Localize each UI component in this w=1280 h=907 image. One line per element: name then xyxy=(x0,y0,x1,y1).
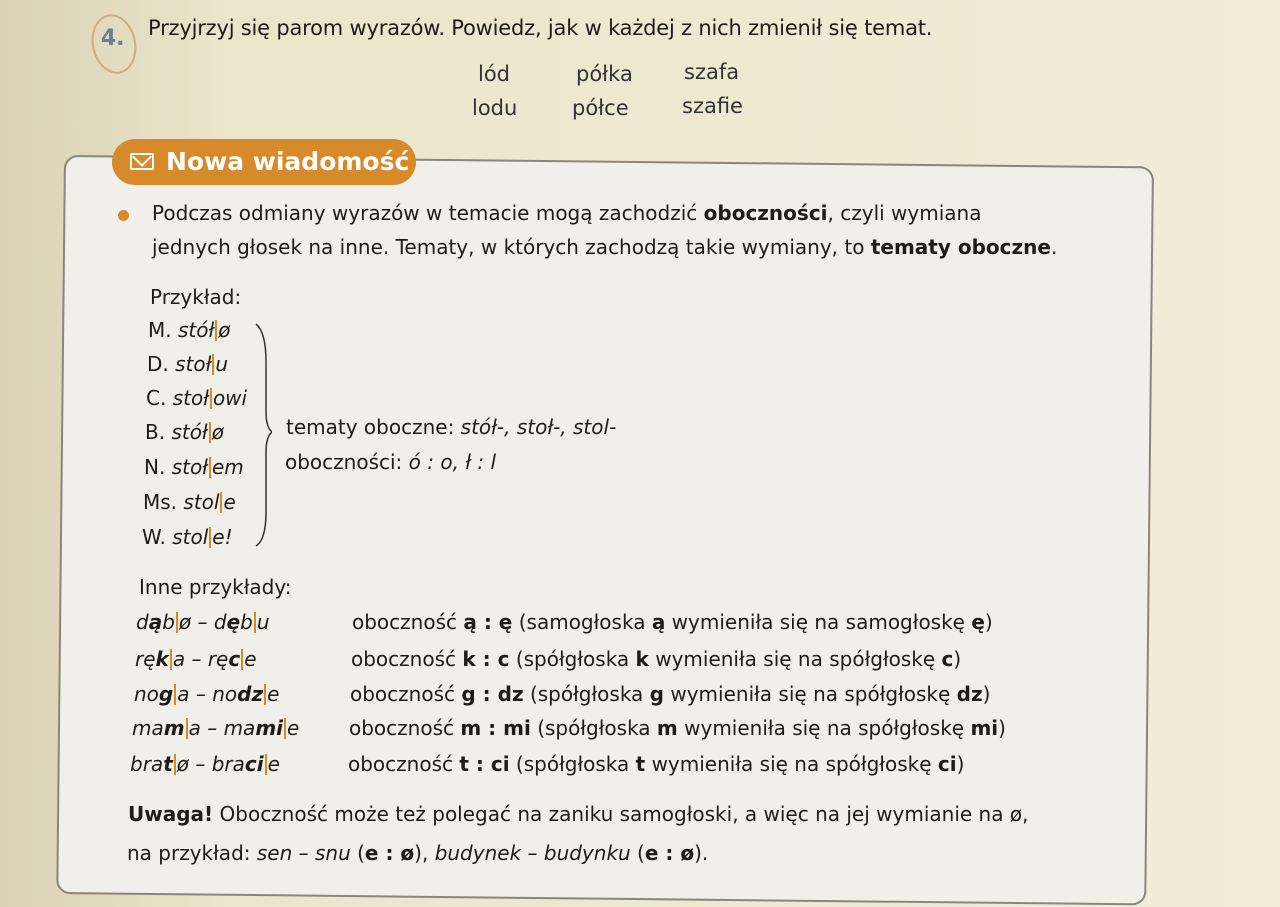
pair-bottom: szafie xyxy=(682,94,743,118)
note-line-2: na przykład: sen – snu (e : ø), budynek – budynku (e : ø). xyxy=(127,841,709,865)
envelope-icon xyxy=(130,153,154,170)
declension-row: C. stoł owi xyxy=(146,386,248,410)
declension-row: D. stoł u xyxy=(147,352,229,376)
example-explanation: oboczność ą : ę (samogłoska ą wymieniła się na samogłoskę ę) xyxy=(352,610,993,634)
example-explanation: oboczność g : dz (spółgłoska g wymieniła się na spółgłoskę dz) xyxy=(350,682,991,706)
rule-line-2: jednych głosek na inne. Tematy, w których zachodzą takie wymiany, to tematy oboczne. xyxy=(152,235,1058,259)
pair-top: szafa xyxy=(684,60,740,84)
example-words: brat ø – braci e xyxy=(130,752,280,776)
example-explanation: oboczność k : c (spółgłoska k wymieniła się na spółgłoskę c) xyxy=(351,647,962,671)
summary-alternations: oboczności: ó : o, ł : l xyxy=(285,450,497,474)
summary-stems: tematy oboczne: stół-, stoł-, stol- xyxy=(286,415,617,439)
example-words: dąb ø – dęb u xyxy=(136,610,270,634)
declension-row: W. stol e! xyxy=(142,525,233,549)
info-box-title: Nowa wiadomość xyxy=(166,147,410,176)
pair-top: półka xyxy=(576,62,633,86)
pair-top: lód xyxy=(478,62,511,86)
curly-brace xyxy=(246,322,272,548)
exercise-instruction: Przyjrzyj się parom wyrazów. Powiedz, jak w każdej z nich zmienił się temat. xyxy=(148,16,933,40)
declension-row: N. stoł em xyxy=(144,455,244,479)
pair-bottom: lodu xyxy=(472,96,518,120)
info-box-header xyxy=(112,139,416,185)
pair-bottom: półce xyxy=(572,96,629,120)
example-words: nog a – nodz e xyxy=(134,682,280,706)
declension-row: M. stół ø xyxy=(148,318,231,342)
declension-row: Ms. stol e xyxy=(143,490,236,514)
example-words: mam a – mami e xyxy=(132,716,300,740)
declension-row: B. stół ø xyxy=(145,420,224,444)
example-explanation: oboczność m : mi (spółgłoska m wymieniła się na spółgłoskę mi) xyxy=(349,716,1006,740)
exercise-number: 4. xyxy=(100,26,125,52)
other-examples-label: Inne przykłady: xyxy=(139,575,292,599)
bullet-icon xyxy=(118,210,129,221)
note-line-1: Uwaga! Oboczność może też polegać na zaniku samogłoski, a więc na jej wymianie na ø, xyxy=(128,802,1029,826)
rule-line-1: Podczas odmiany wyrazów w temacie mogą zachodzić oboczności, czyli wymiana xyxy=(152,201,982,225)
example-explanation: oboczność t : ci (spółgłoska t wymieniła się na spółgłoskę ci) xyxy=(348,752,965,776)
example-words: ręk a – ręc e xyxy=(135,647,257,671)
example-label: Przykład: xyxy=(150,285,242,309)
